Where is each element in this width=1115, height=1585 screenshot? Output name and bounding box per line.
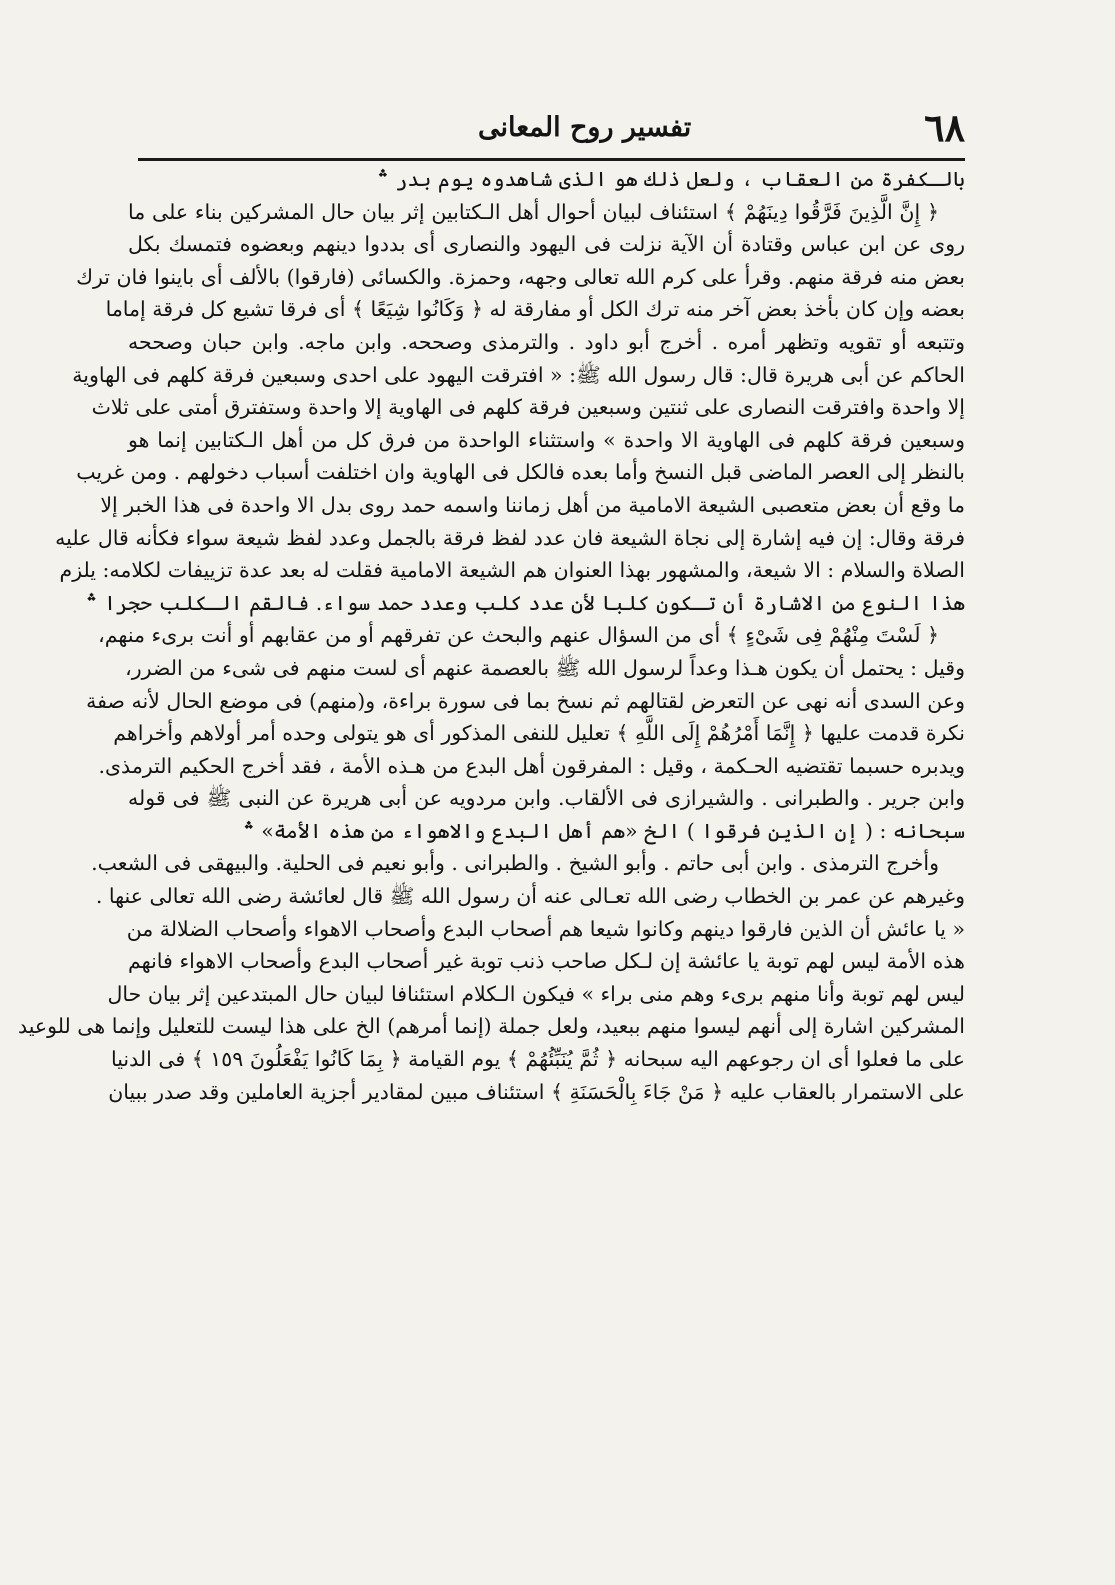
running-title: تفسير روح المعانى <box>478 112 692 143</box>
text-line: الصلاة والسلام : الا شيعة، والمشهور بهذا العنوان هم الشيعة الامامية فقلت له بعد عدة تزييفات لكلامه: يلزم <box>59 558 965 583</box>
text-line: روى عن ابن عباس وقتادة أن الآية نزلت فى اليهود والنصارى أى بددوا دينهم وبعضوه فتمسك بكل <box>128 232 965 257</box>
text-line: بالـكفرة من العقاب ، ولعل ذلك هو الذى شاهدوه يوم بدر ؞ <box>376 167 965 191</box>
text-line: بعض منه فرقة منهم. وقرأ على كرم الله تعالى وجهه، وحمزة. والكسائى (فارقوا) بالألف أى باينوا فان ترك <box>76 264 965 289</box>
text-line: هذه الأمة ليس لهم توبة يا عائشة إن لـكل صاحب ذنب توبة غير أصحاب البدع وأصحاب الاهواء فانهم <box>128 949 965 974</box>
text-line: بعضه وإن كان بأخذ بعض آخر منه ترك الكل أو مفارقة له ﴿ وَكَانُوا شِيَعًا ﴾ أى فرقا تشيع كل فرقة إماما <box>105 297 965 322</box>
header-rule <box>138 158 965 161</box>
text-line: وتتبعه أو تقويه وتظهر أمره . أخرج أبو داود . والترمذى وصححه. وابن ماجه. وابن حبان وصححه <box>128 329 965 354</box>
text-line: ما وقع أن بعض متعصبى الشيعة الامامية من أهل زماننا واسمه حمد روى بدل الا واحدة فى هذا الخبر إلا <box>100 492 965 517</box>
text-line: ﴿ لَسْتَ مِنْهُمْ فِى شَىْءٍ ﴾ أى من السؤال عنهم والبحث عن تفرقهم أو من عقابهم أو أنت برىء منهم، <box>98 623 939 648</box>
text-line: وابن جرير . والطبرانى . والشيرازى فى الألقاب. وابن مردويه عن أبى هريرة عن النبى ﷺ فى قوله <box>128 786 965 811</box>
text-line: على الاستمرار بالعقاب عليه ﴿ مَنْ جَاءَ بِالْحَسَنَةِ ﴾ استئناف مبين لمقادير أجزية العاملين وقد صدر ببيان <box>108 1079 965 1104</box>
text-line: ليس لهم توبة وأنا منهم برىء وهم منى براء » فيكون الـكلام استئنافا لبيان حال المبتدعين إثر بيان حال <box>107 981 965 1006</box>
body-text <box>17 163 965 1533</box>
text-line: فرقة وقال: إن فيه إشارة إلى نجاة الشيعة فان عدد لفظ فرقة بالجمل وعدد لفظ شيعة سواء فكأنه قال عليه <box>55 525 965 550</box>
text-line: وغيرهم عن عمر بن الخطاب رضى الله تعـالى عنه أن رسول الله ﷺ قال لعائشة رضى الله تعالى عنها . <box>95 884 965 909</box>
text-line: وعن السدى أنه نهى عن التعرض لقتالهم ثم نسخ بما فى سورة براءة، و(منهم) فى موضع الحال لأنه صفة <box>86 688 965 713</box>
text-line: ﴿ إِنَّ الَّذِينَ فَرَّقُوا دِينَهُمْ ﴾ استئناف لبيان أحوال أهل الـكتابين إثر بيان حال المشركين بناء على ما <box>128 199 939 224</box>
text-line: سبحانه : ( إن الذين فرقوا ) الخ «هم أهل البدع والاهواء من هذه الأمة» ؞ <box>242 818 965 843</box>
text-line: نكرة قدمت عليها ﴿ إِنَّمَا أَمْرُهُمْ إِلَى اللَّهِ ﴾ تعليل للنفى المذكور أى هو يتولى وحده أمر أولاهم وأخراهم <box>113 721 965 746</box>
text-line: « يا عائش أن الذين فارقوا دينهم وكانوا شيعا هم أصحاب البدع وأصحاب الاهواء وأصحاب الضلالة من <box>126 916 965 941</box>
text-line: على ما فعلوا أى ان رجوعهم اليه سبحانه ﴿ ثُمَّ يُنَبِّئُهُمْ ﴾ يوم القيامة ﴿ بِمَا كَانُوا يَفْعَلُونَ ١٥٩ ﴾ فى الدنيا <box>110 1047 965 1072</box>
text-line: الحاكم عن أبى هريرة قال: قال رسول الله ﷺ: « افترقت اليهود على احدى وسبعين فرقة كلهم فى الهاوية <box>72 362 965 387</box>
page-header <box>138 100 965 156</box>
text-line: المشركين اشارة إلى أنهم ليسوا منهم ببعيد، ولعل جملة (إنما أمرهم) الخ على هذا ليست للتعليل وإنما هى للوعيد <box>17 1014 965 1039</box>
text-line: وسبعين فرقة كلهم فى الهاوية الا واحدة » واستثناء الواحدة من فرق كل من أهل الـكتابين إنما هو <box>128 427 965 452</box>
page-number: ٦٨ <box>924 105 965 150</box>
text-line: ويدبره حسبما تقتضيه الحـكمة ، وقيل : المفرقون أهل البدع من هـذه الأمة ، فقد أخرج الحكيم الترمذى. <box>98 753 965 778</box>
text-line: وأخرج الترمذى . وابن أبى حاتم . وأبو الشيخ . والطبرانى . وأبو نعيم فى الحلية. والبيهقى فى الشعب. <box>91 851 939 876</box>
text-line: بالنظر إلى العصر الماضى قبل النسخ وأما بعده فالكل فى الهاوية وان اختلفت أسباب دخولهم . ومن غريب <box>76 460 965 485</box>
text-line: إلا واحدة وافترقت النصارى على ثنتين وسبعين فرقة كلهم فى الهاوية إلا واحدة وستفترق أمتى على ثلاث <box>91 395 965 420</box>
text-line: وقيل : يحتمل أن يكون هـذا وعداً لرسول الله ﷺ بالعصمة عنهم أى لست منهم فى شىء من الضرر، <box>125 655 965 680</box>
text-line: هذا النوع من الاشارة أن تـكون كلبا لأن عدد كلب وعدد حمد سواء. فالقم الـكلب حجرا ؞ <box>85 590 965 615</box>
